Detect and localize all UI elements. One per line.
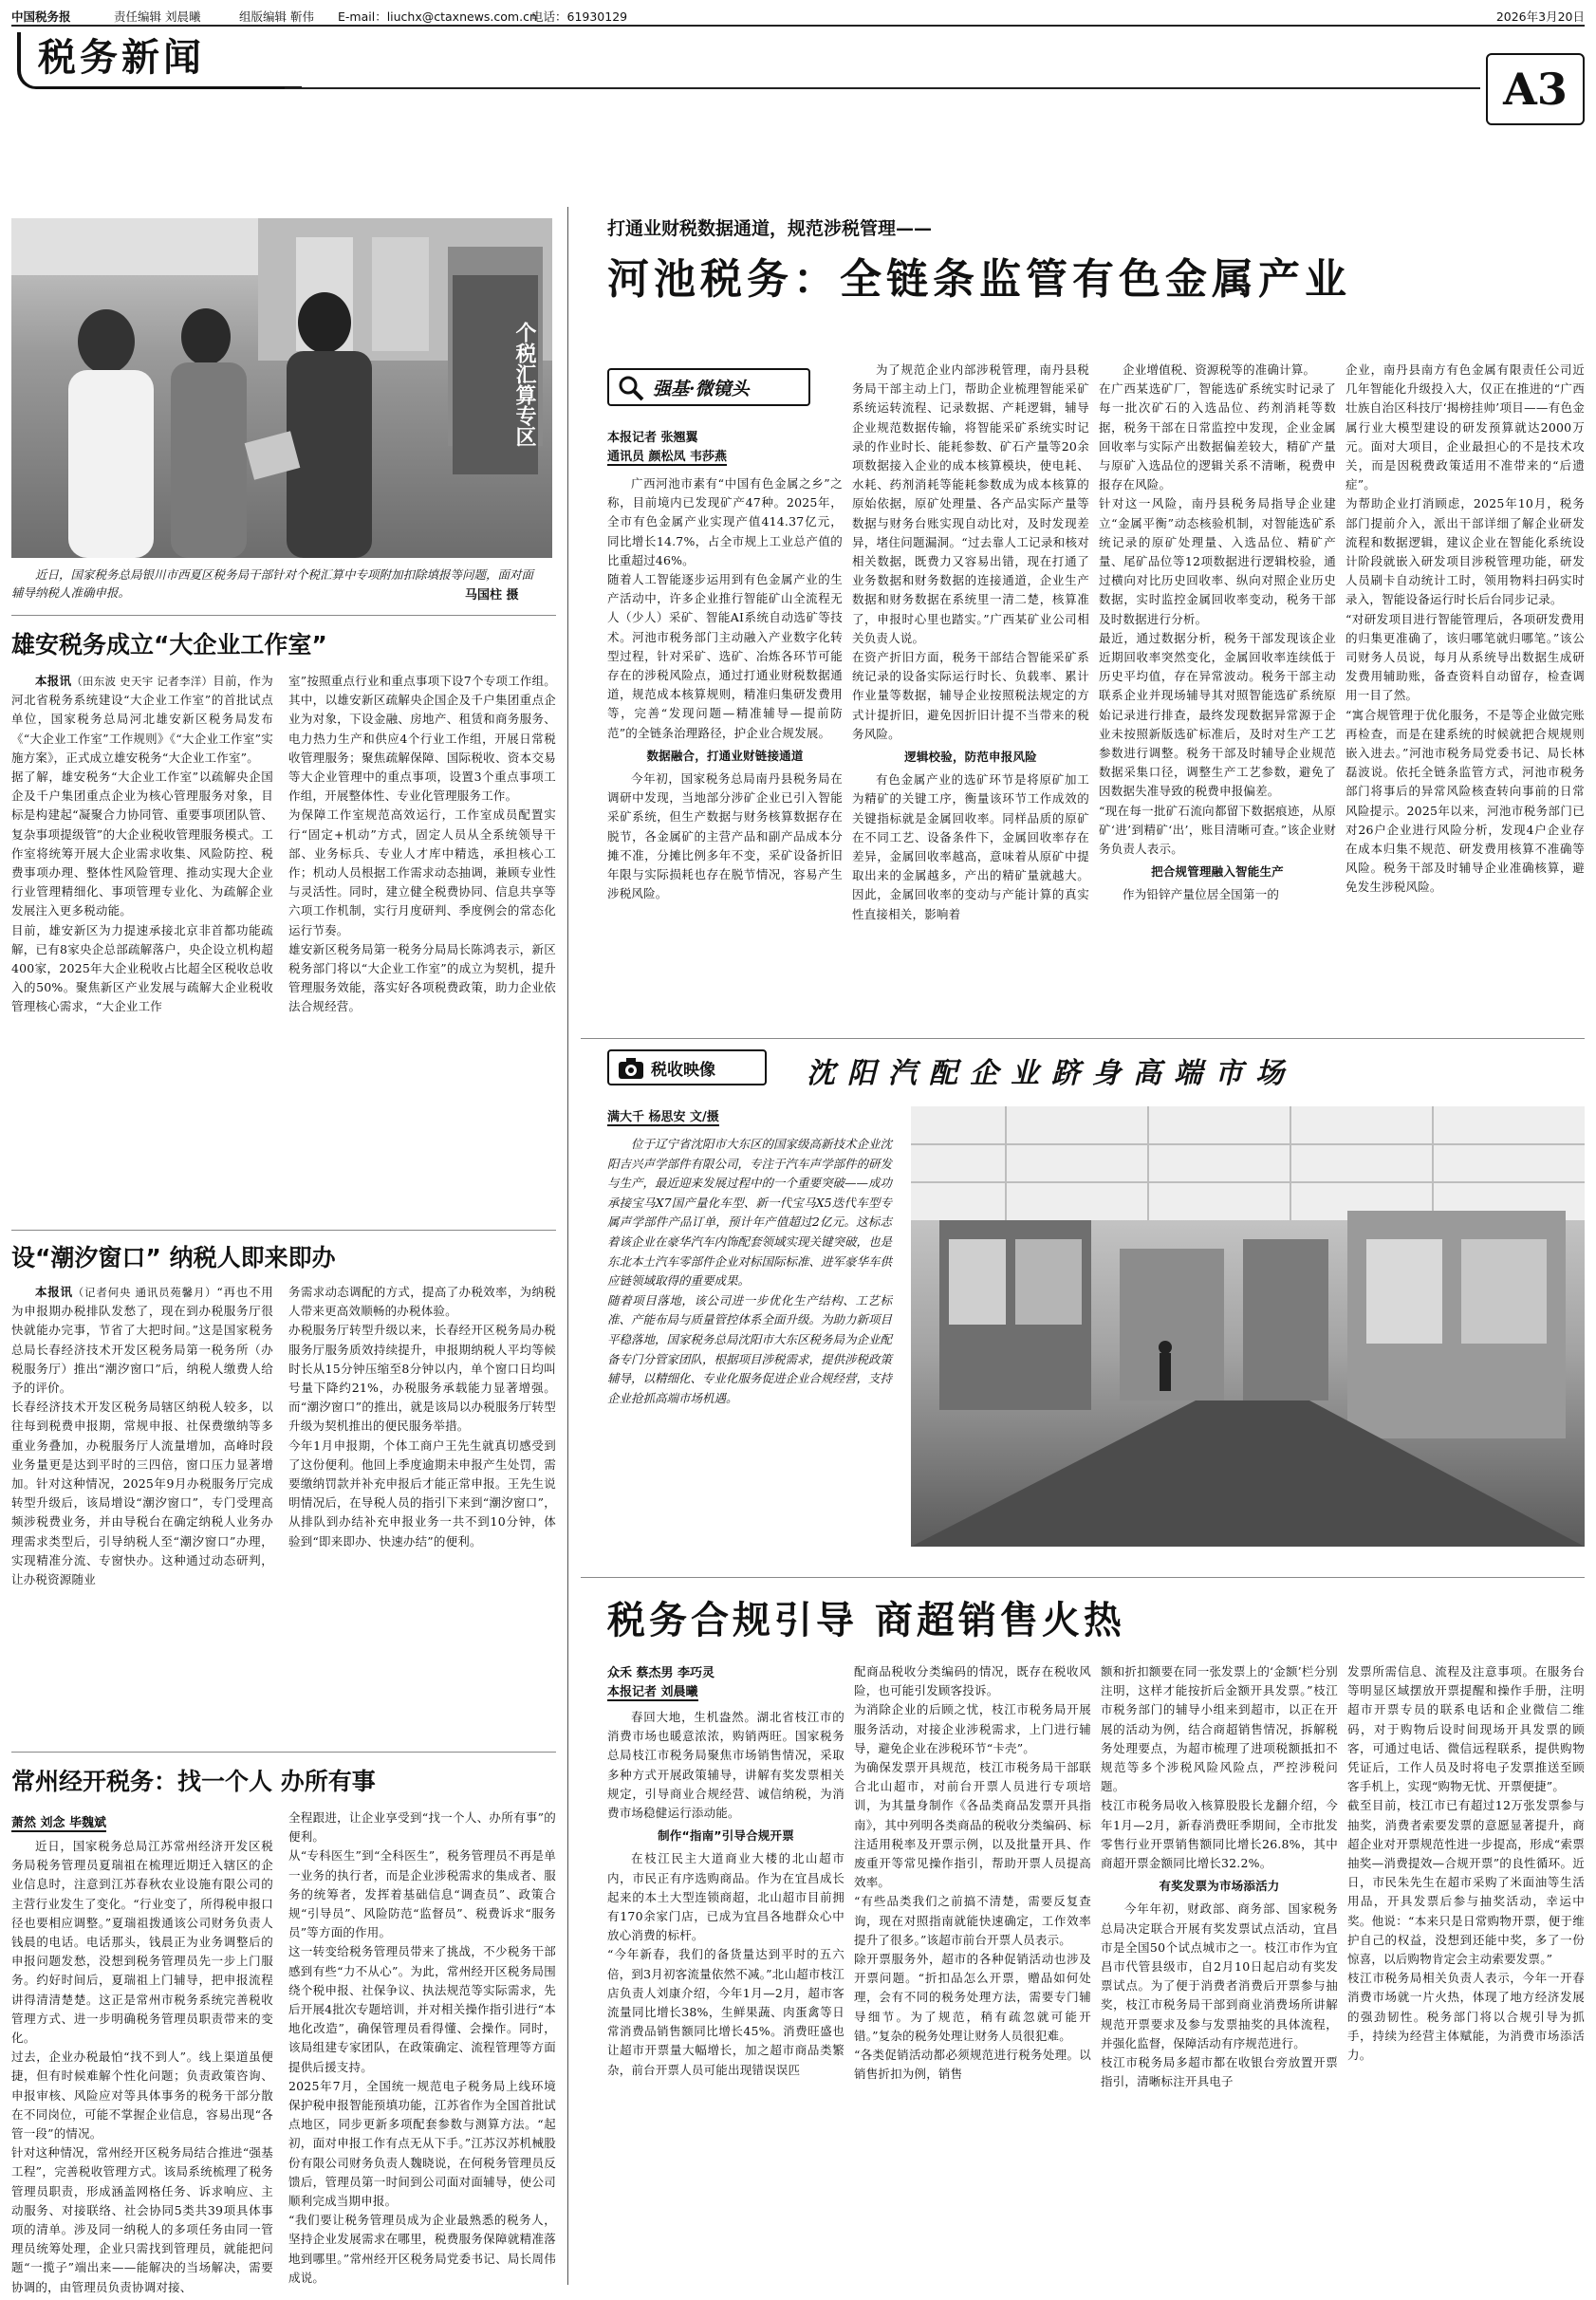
photo-caption-text: 近日，国家税务总局银川市西夏区税务局干部针对个税汇算中专项附加扣除填报等问题，面对面辅导纳税人准确申报。 [11,567,534,600]
page-number [1486,53,1585,125]
art4-corr-text: 通讯员 颜松凤 韦莎燕 [607,450,728,464]
art6-top-rule [581,1577,1585,1578]
main-vertical-divider [567,207,568,2285]
art1-lead: 本报讯 [35,674,72,688]
art4-col1 [607,474,843,901]
art3-col2 [288,1808,556,2291]
art4-title-text: 河池税务：全链条监管有色金属产业 [607,255,1351,304]
art4-col3 [1099,361,1336,902]
art6-col1b-text: 在枝江民主大道商业大楼的北山超市内，市民正有序选购商品。作为在宜昌成长起来的本土大型连锁商超，北山超市目前拥有170余家门店，已成为宜昌各地群众心中放心消费的标杆。 “今年新春，我们的备货量达到平时的五六倍，到3月初客流量依然不减。”北山超市枝江店负责人刘康介绍，今年1月—2月，超市客流量同比增长38%，生鲜果蔬、肉蛋禽等日常消费品销售额同比增长45%。消费旺盛也让超市开票量大幅增长，加之超市商品类繁杂，前台开票人员可能出现错误误匹 [607,1851,844,2077]
magnifier-icon [617,374,645,402]
art2-top-rule [11,1230,556,1231]
art4-col4 [1345,361,1585,895]
art1-byline: （田东波 史天宇 记者李洋） [71,675,213,688]
section-name: 税务新闻 [38,35,205,80]
art3-byline-text: 萧然 刘念 毕魏斌 [11,1816,107,1830]
layout-credit: 组版编辑 靳伟 [239,9,314,24]
sign-text: 个税汇算专区 [512,322,536,447]
art5-top-rule [581,1038,1585,1039]
art4-col4-text: 企业，南丹县南方有色金属有限责任公司近几年智能化升级投入大，仅正在推进的“广西壮族自治区科技厅‘揭榜挂帅’项目——有色金属行业大模型建设的研发预算就达2000万元。面对大项目，企业最担心的不是技术攻关，而是因税费政策适用不准带来的“后遗症”。 为帮助企业打消顾虑，2025年10月，税务部门提前介入，派出干部详细了解企业研发流程和数据逻辑，建议企业在智能化系统设计阶段就嵌入研发项目涉税管理功能，研发人员刷卡自动统计工时，领用物料扫码实时录入，智能设备运行时长后台同步记录。 “对研发项目进行智能管理后，各项研发费用的归集更准确了，该归哪笔就归哪笔。”该公司财务人员说，每月从系统导出数据生成研发费用辅助账，备查资料自动留存，检查调用一目了然。 “寓合规管理于优化服务，不是等企业做完账再检查，而是在建系统的时候就把合规规则嵌入进去。”河池市税务局党委书记、局长林磊波说。依托全链条监管方式，河池市税务部门将事后的异常风险核查转向事前的日常风险提示。2025年以来，河池市税务部门已对26户企业进行风险分析，发现4户企业存在成本归集不规范、研发费用核算不准确等风险。税务干部及时辅导企业准确核算，避免发生涉税风险。 [1345,362,1585,895]
art6-sub2: 有奖发票为市场添活力 [1159,1879,1280,1894]
art4-col2b-text: 有色金属产业的选矿环节是将原矿加工为精矿的关键工序，衡量该环节工作成效的关键指标就是金属回收率。同样品质的原矿在不同工艺、设备条件下，金属回收率存在差异，金属回收率越高，意味着从原矿中提取出来的金属越多，产出的精矿量就越大。因此，金属回收率的变动与产能计算的真实性直接相关，影响着 [852,772,1089,921]
section-underline [285,87,1480,89]
art6-col3b-text: 今年年初，财政部、商务部、国家税务总局决定联合开展有奖发票试点活动，宜昌市是全国50个试点城市之一。枝江市作为宜昌市代管县级市，自2月10日起启动有奖发票试点。为了便于消费者消费后开票参与抽奖，枝江市税务局干部到商业消费场所讲解规范开票要求及参与发票抽奖的具体流程，并强化监督，保障活动有序规范进行。 枝江市税务局多超市都在收银台旁放置开票指引，清晰标注开具电子 [1101,1901,1338,2089]
art5-column-badge [607,1049,767,1085]
art4-column-badge [607,368,810,406]
phone: 电话：61930129 [531,9,628,24]
art2-col2 [288,1283,556,1742]
art6-col3 [1101,1662,1338,2287]
art4-corr [607,446,727,464]
art3-col1 [11,1837,273,2294]
art5-text [607,1135,892,1552]
art2-col2-text: 务需求动态调配的方式，提高了办税效率，为纳税人带来更高效顺畅的办税体验。 办税服务厅转型升级以来，长春经开区税务局办税服务厅服务质效持续提升，申报期纳税人平均等候时长从15分钟压缩至8分钟以内，单个窗口日均叫号量下降约21%，办税服务承载能力显著增强。而“潮汐窗口”的推出，就是该局以办税服务厅转型升级为契机推出的便民服务举措。 今年1月申报期，个体工商户王先生就真切感受到了这份便利。他回上季度逾期未申报产生处罚，需要缴纳罚款并补充申报后才能正常申报。王先生说明情况后，在导税人员的指引下来到“潮汐窗口”，从排队到办结补充申报业务一共不到10分钟，体验到“即来即办、快速办结”的便利。 [288,1285,556,1549]
art6-col3-text: 额和折扣额要在同一张发票上的‘金额’栏分别注明，这样才能按折后金额开具发票。”枝江市税务部门的辅导小组来到超市，以正在开展的活动为例，结合商超销售情况，拆解税务处理要点，为超市梳理了进项税额抵扣不规范等多个涉税风险风险点，严控涉税问题。 枝江市税务局收入核算股股长龙翻介绍，今年1月—2月，新春消费旺季期间，全市批发零售行业开票销售额同比增长26.8%，其中商超开票金额同比增长32.2%。 [1101,1664,1338,1871]
art1-col1-text: 目前，作为河北省税务系统建设“大企业工作室”的首批试点单位，国家税务总局河北雄安新区税务局发布《“大企业工作室”工作规则》《“大企业工作室”实施方案》，正式成立雄安税务“大企业工作室”。 据了解，雄安税务“大企业工作室”以疏解央企国企及千户集团重点企业为核心管理服务对象，目标是构建起“凝聚合力协同管、重要事项团队管、复杂事项提级管”的大企业税收管理服务模式。工作室将统筹开展大企业需求收集、风险防控、税费事项办理、整体性风险管理、推动实现大企业行业管理精细化、事项管理专业化、为疏解企业发展注入更多税动能。 目前，雄安新区为力提速承接北京非首都功能疏解，已有8家央企总部疏解落户，央企设立机构超400家，2025年大企业税收占比超全区税收总收入的50%。聚焦新区产业发展与疏解大企业税收管理核心需求，“大企业工作 [11,674,273,1014]
art4-column-text: 强基·微镜头 [653,378,750,399]
art4-col3b-text: 作为铅锌产量位居全国第一的 [1123,887,1280,902]
art5-column-text: 税收映像 [651,1060,715,1080]
art6-byline [607,1662,714,1680]
art3-top-rule [11,1752,556,1753]
art4-col3-text: 企业增值税、资源税等的准确计算。 在广西某选矿厂，智能选矿系统实时记录了每一批次矿石的入选品位、药剂消耗等数据，税务干部在日常监控中发现，企业金属回收率与实际产出数据偏差较大，精矿产量与原矿入选品位的逻辑关系不清晰，税费申报存在风险。 针对这一风险，南丹县税务局指导企业建立“金属平衡”动态核验机制，对智能选矿系统记录的原矿处理量、入选品位、精矿产量、尾矿品位等12项数据进行逻辑校验，通过横向对比历史回收率、纵向对照企业历史数据，实时监控金属回收率变动，税务干部及时数据进行分析。 最近，通过数据分析，税务干部发现该企业近期回收率突然变化，金属回收率连续低于历史平均值，存在异常波动。税务干部主动联系企业并现场辅导其对照智能选矿系统原始记录进行排查，最终发现数据异常源于企业未按照新版选矿标准后，及时对生产工艺参数进行调整。税务干部及时辅导企业规范数据采集口径，调整生产工艺参数，避免了因数据失准导致的税费申报偏差。 “现在每一批矿石流向都留下数据痕迹，从原矿‘进’到精矿‘出’，账目清晰可查。”该企业财务负责人表示。 [1099,362,1336,857]
page-label: A3 [1503,64,1568,115]
photo-caption [11,566,543,602]
art4-kicker [607,214,932,240]
art2-title-text: 设“潮汐窗口” 纳税人即来即办 [11,1244,336,1271]
art1-top-rule [11,615,556,616]
art6-reporter-text: 本报记者 刘晨曦 [607,1685,698,1699]
art2-lead: 本报讯 [35,1285,73,1299]
art3-title [11,1763,556,1797]
art4-title [607,245,1585,306]
section-title [17,32,302,89]
art2-byline: （记者何央 通讯员苑馨月） [72,1286,217,1299]
art2-col1 [11,1283,273,1742]
photo-credit-text: 马国柱 摄 [465,588,519,603]
art5-byline [607,1106,719,1124]
camera-icon [617,1056,645,1081]
art6-byline-text: 众禾 蔡杰男 李巧灵 [607,1666,715,1680]
art6-col1 [607,1708,844,2287]
art1-col2-text: 室”按照重点行业和重点事项下设7个专项工作组。其中，以雄安新区疏解央企国企及千户集团重点企业为对象，下设金融、房地产、租赁和商务服务、电力热力生产和供应4个行业工作组，开展日常税收管理服务；聚焦疏解保障、国际税收、资本交易等大企业管理中的重点事项，设置3个重点事项工作组，开展整体性、专业化管理服务工作。 为保障工作室规范高效运行，工作室成员配置实行“固定+机动”方式，固定人员从全系统领导干部、业务标兵、专业人才库中精选，承担核心工作；机动人员根据工作需求动态抽调，兼顾专业性与灵活性。同时，建立健全税费协同、信息共享等六项工作机制，实行月度研判、季度例会的常态化运行节奏。 雄安新区税务局第一税务分局局长陈鸿表示，新区税务部门将以“大企业工作室”的成立为契机，提升管理服务效能，落实好各项税费政策，助力企业依法合规经营。 [288,674,556,1014]
art3-title-text: 常州经开税务：找一个人 办所有事 [11,1768,376,1795]
sign-board [453,275,538,474]
art4-sub3: 把合规管理融入智能生产 [1151,864,1284,880]
art5-title [807,1049,1585,1091]
factory-illustration [911,1106,1585,1547]
art3-byline [11,1812,106,1830]
art6-col4-text: 发票所需信息、流程及注意事项。在服务台等明显区域摆放开票提醒和操作手册，注明超市开票专员的联系电话和企业微信二维码，对于购物后设时间现场开具发票的顾客，可通过电话、微信远程联系，提供购物凭证后，工作人员及时将电子发票推送至顾客手机上，实现“购物无忧、开票便捷”。 截至目前，枝江市已有超过12万张发票参与抽奖，消费者索要发票的意愿显著提升，商超企业对开票规范性进一步提高，形成“索票抽奖—消费提效—合规开票”的良性循环。近日，市民朱先生在超市采购了米面油等生活用品，开具发票后参与抽奖活动，幸运中奖。他说：“本来只是日常购物开票，便于维护自己的权益，没想到还能中奖，多了一份惊喜，以后购物肯定会主动索要发票。” 枝江市税务局相关负责人表示，今年一开春消费市场就一片火热，体现了地方经济发展的强劲韧性。税务部门将以合规引导为抓手，持续为经营主体赋能，为消费市场添活力。 [1347,1664,1585,2063]
art2-title [11,1239,556,1273]
art4-sub2: 逻辑校验，防范申报风险 [904,750,1037,765]
art4-col1-text: 广西河池市素有“中国有色金属之乡”之称，目前境内已发现矿产47种。2025年，全市有色金属产业实现产值414.37亿元，同比增长14.7%，占全市规上工业总产值的比重超过46%。 随着人工智能逐步运用到有色金属产业的生产活动中，许多企业推行智能矿山全流程无人（少人）采矿、智能AI系统自动选矿等技术。河池市税务部门主动融入产业数字化转型过程，针对采矿、选矿、冶炼各环节可能存在的涉税风险点，通过打通业财税数据通道，规范成本核算规则，精准归集研发费用等，完善“发现问题—精准辅导—提前防范”的全链条治理路径，护企业合规发展。 [607,476,843,740]
tax-service-photo [11,218,552,558]
art6-sub1: 制作“指南”引导合规开票 [658,1828,794,1844]
art1-col2 [288,672,556,1216]
email: E-mail：liuchx@ctaxnews.com.cn [338,9,537,24]
art3-col1-text: 近日，国家税务总局江苏常州经济开发区税务局税务管理员夏瑞祖在梳理近期迁入辖区的企业信息时，注意到江苏春秋农业设施有限公司的主营行业发生了变化。“行业变了，所得税申报口径也要相应调整。”夏瑞祖拨通该公司财务负责人钱晨的电话。电话那头，钱晨正为业务调整后的申报问题发愁，没想到税务管理员先一步上门服务。约好时间后，夏瑞祖上门辅导，把申报流程讲得清清楚楚。这正是常州市税务系统完善税收管理方式、进一步明确税务管理员职责带来的变化。 过去，企业办税最怕“找不到人”。线上渠道虽便捷，但有时候难解个性化问题；负责政策咨询、申报审核、风险应对等具体事务的税务干部分散在不同岗位，可能不掌握企业信息，容易出现“各管一段”的情况。 针对这种情况，常州经开区税务局结合推进“强基工程”，完善税收管理方式。该局系统梳理了税务管理员职责，形成涵盖网格任务、诉求响应、主动服务、对接联络、社会协同5类共39项具体事项的清单。涉及同一纳税人的多项任务由同一管理员统筹处理，企业只需找到管理员，就能把问题“一揽子”端出来——能解决的当场解决，需要协调的，由管理员负责协调对接、 [11,1839,273,2294]
art4-col2-text: 为了规范企业内部涉税管理，南丹县税务局干部主动上门，帮助企业梳理智能采矿系统运转流程、记录数据、产耗逻辑，辅导企业规范数据传输，将智能采矿系统实时记录的作业时长、能耗参数、矿石产量等20余项数据接入企业的成本核算模块，使电耗、水耗、药剂消耗等能耗参数成为成本核算的原始依据，原矿处理量、各产品实际产量等数据与财务台账实现自动比对，及时发现差异，堵住问题漏洞。“过去靠人工记录和核对相关数据，既费力又容易出错，现在打通了业务数据和财务数据的连接通道，企业生产数据和财务数据在系统里一清二楚，核算准了，申报时心里也踏实。”广西某矿业公司相关负责人说。 在资产折旧方面，税务干部结合智能采矿系统记录的设备实际运行时长、负载率、累计作业量等数据，辅导企业按照税法规定的方式计提折旧，避免因折旧计提不当带来的税务风险。 [852,362,1089,741]
art6-col1-text: 春回大地，生机盎然。湖北省枝江市的消费市场也暖意浓浓，购销两旺。国家税务总局枝江市税务局聚焦市场销售情况，采取多种方式开展政策辅导，讲解有奖发票相关规定，引导商业合规经营、诚信纳税，为消费市场稳健运行添动能。 [607,1710,844,1821]
art4-reporter-text: 本报记者 张翘翼 [607,431,698,445]
art1-title [11,626,556,660]
art4-sub1: 数据融合，打通业财链接通道 [646,748,804,763]
art3-col2-text: 全程跟进，让企业享受到“找一个人、办所有事”的便利。 从“专科医生”到“全科医生”，税务管理员不再是单一业务的执行者，而是企业涉税需求的集成者、服务的统筹者，发挥着基础信息“调查员”、政策合规“引导员”、风险防范“监督员”、税费诉求“服务员”等方面的作用。 这一转变给税务管理员带来了挑战，不少税务干部感到有些“力不从心”。为此，常州经开区税务局围绕个税申报、社保争议、执法规范等实际需求，先后开展4批次专题培训，并对相关操作指引进行“本地化改造”，确保管理员看得懂、会操作。同时，该局组建专家团队，在政策确定、流程管理等方面提供后援支持。 2025年7月，全国统一规范电子税务局上线环境保护税申报智能预填功能，江苏省作为全国首批试点地区，同步更新多项配套参数与测算方法。“起初，面对申报工作有点无从下手。”江苏汉苏机械股份有限公司财务负责人魏晓说，在何税务管理员反馈后，管理员第一时间到公司面对面辅导，使公司顺利完成当期申报。 “我们要让税务管理员成为企业最熟悉的税务人，坚持企业发展需求在哪里，税费服务保障就精准落地到哪里。”常州经开区税务局党委书记、局长周伟成说。 [288,1810,556,2285]
art6-reporter [607,1681,698,1699]
header-line [11,25,1585,27]
art1-col1 [11,672,273,1216]
art6-col4 [1347,1662,1585,2287]
art5-title-text: 沈阳汽配企业跻身高端市场 [807,1057,1296,1090]
art5-byline-text: 满大千 杨思安 文/摄 [607,1110,719,1124]
art4-col1b-text: 今年初，国家税务总局南丹县税务局在调研中发现，当地部分涉矿企业已引入智能采矿系统，但生产数据与财务核算数据存在脱节，各金属矿的主营产品和副产品成本分摊不准，分摊比例多年不变，采矿设备折旧年限与实际损耗也存在脱节情况，容易产生涉税风险。 [607,771,843,901]
art6-title [607,1590,1585,1644]
art6-col2 [854,1662,1091,2287]
art5-text-body: 位于辽宁省沈阳市大东区的国家级高新技术企业沈阳吉兴声学部件有限公司，专注于汽车声学部件的研发与生产，最近迎来发展过程中的一个重要突破——成功承接宝马X7国产量化车型、新一代宝马X5迭代车型专属声学部件产品订单，预计年产值超过2亿元。这标志着该企业在豪华汽车内饰配套领域实现关键突破，也是东北本土汽车零部件企业对标国际标准、进军豪华车供应链领域取得的重要成果。 随着项目落地，该公司进一步优化生产结构、工艺标准、产能布局与质量管控体系全面升级。为助力新项目平稳落地，国家税务总局沈阳市大东区税务局为企业配备专门分管家团队，根据项目涉税需求，提供涉税政策辅导，以精细化、专业化服务促进企业合规经营，支持企业抢抓高端市场机遇。 [607,1137,893,1405]
art6-title-text: 税务合规引导 商超销售火热 [607,1599,1125,1642]
issue-date: 2026年3月20日 [1495,9,1585,24]
factory-photo [911,1106,1585,1547]
art1-title-text: 雄安税务成立“大企业工作室” [11,631,327,658]
art4-col2 [852,361,1089,921]
masthead-bar [11,8,1585,23]
paper-name: 中国税务报 [11,9,71,24]
art4-kicker-text: 打通业财税数据通道，规范涉税管理—— [607,218,933,239]
art2-col1-text: “再也不用为申报期办税排队发愁了，现在到办税服务厅很快就能办完事，节省了大把时间。”这是国家税务总局长春经济技术开发区税务局第一税务所（办税服务厅）推出“潮汐窗口”后，纳税人缴费人给予的评价。 长春经济技术开发区税务局辖区纳税人较多，以往每到税费申报期，常规申报、社保费缴纳等多重业务叠加，办税服务厅人流量增加，高峰时段业务量更是达到平时的三四倍，窗口压力显著增加。针对这种情况，2025年9月办税服务厅完成转型升级后，该局增设“潮汐窗口”，专门受理高频涉税费业务，并由导税台在确定纳税人业务办理需求类型后，引导纳税人至“潮汐窗口”办理，实现精准分流、专窗快办。这种通过动态研判，让办税资源随业 [11,1285,273,1587]
art6-col2-text: 配商品税收分类编码的情况，既存在税收风险，也可能引发顾客投诉。 为消除企业的后顾之忧，枝江市税务局开展服务活动，对接企业涉税需求，上门进行辅导，避免企业在涉税环节“卡壳”。 为确保发票开具规范，枝江市税务局干部联合北山超市，对前台开票人员进行专项培训，为其量身制作《各品类商品发票开具指南》，其中列明各类商品的税收分类编码、标注适用税率及开票示例，以及批量开具、作废重开等常见操作指引，帮助开票人员提高效率。 “有些品类我们之前搞不清楚，需要反复查询，现在对照指南就能快速确定，工作效率提升了很多。”该超市前台开票人员表示。 除开票服务外，超市的各种促销活动也涉及开票问题。“折扣品怎么开票，赠品如何处理，会有不同的税务处理方法，需要专门辅导细节。为了规范，稍有疏忽就可能开错。”复杂的税务处理让财务人员很犯难。 “各类促销活动都必须规范进行税务处理。以销售折扣为例，销售 [854,1664,1091,2082]
photo-credit [465,584,519,603]
art4-reporter [607,427,698,445]
editor-credit: 责任编辑 刘晨曦 [114,9,201,24]
